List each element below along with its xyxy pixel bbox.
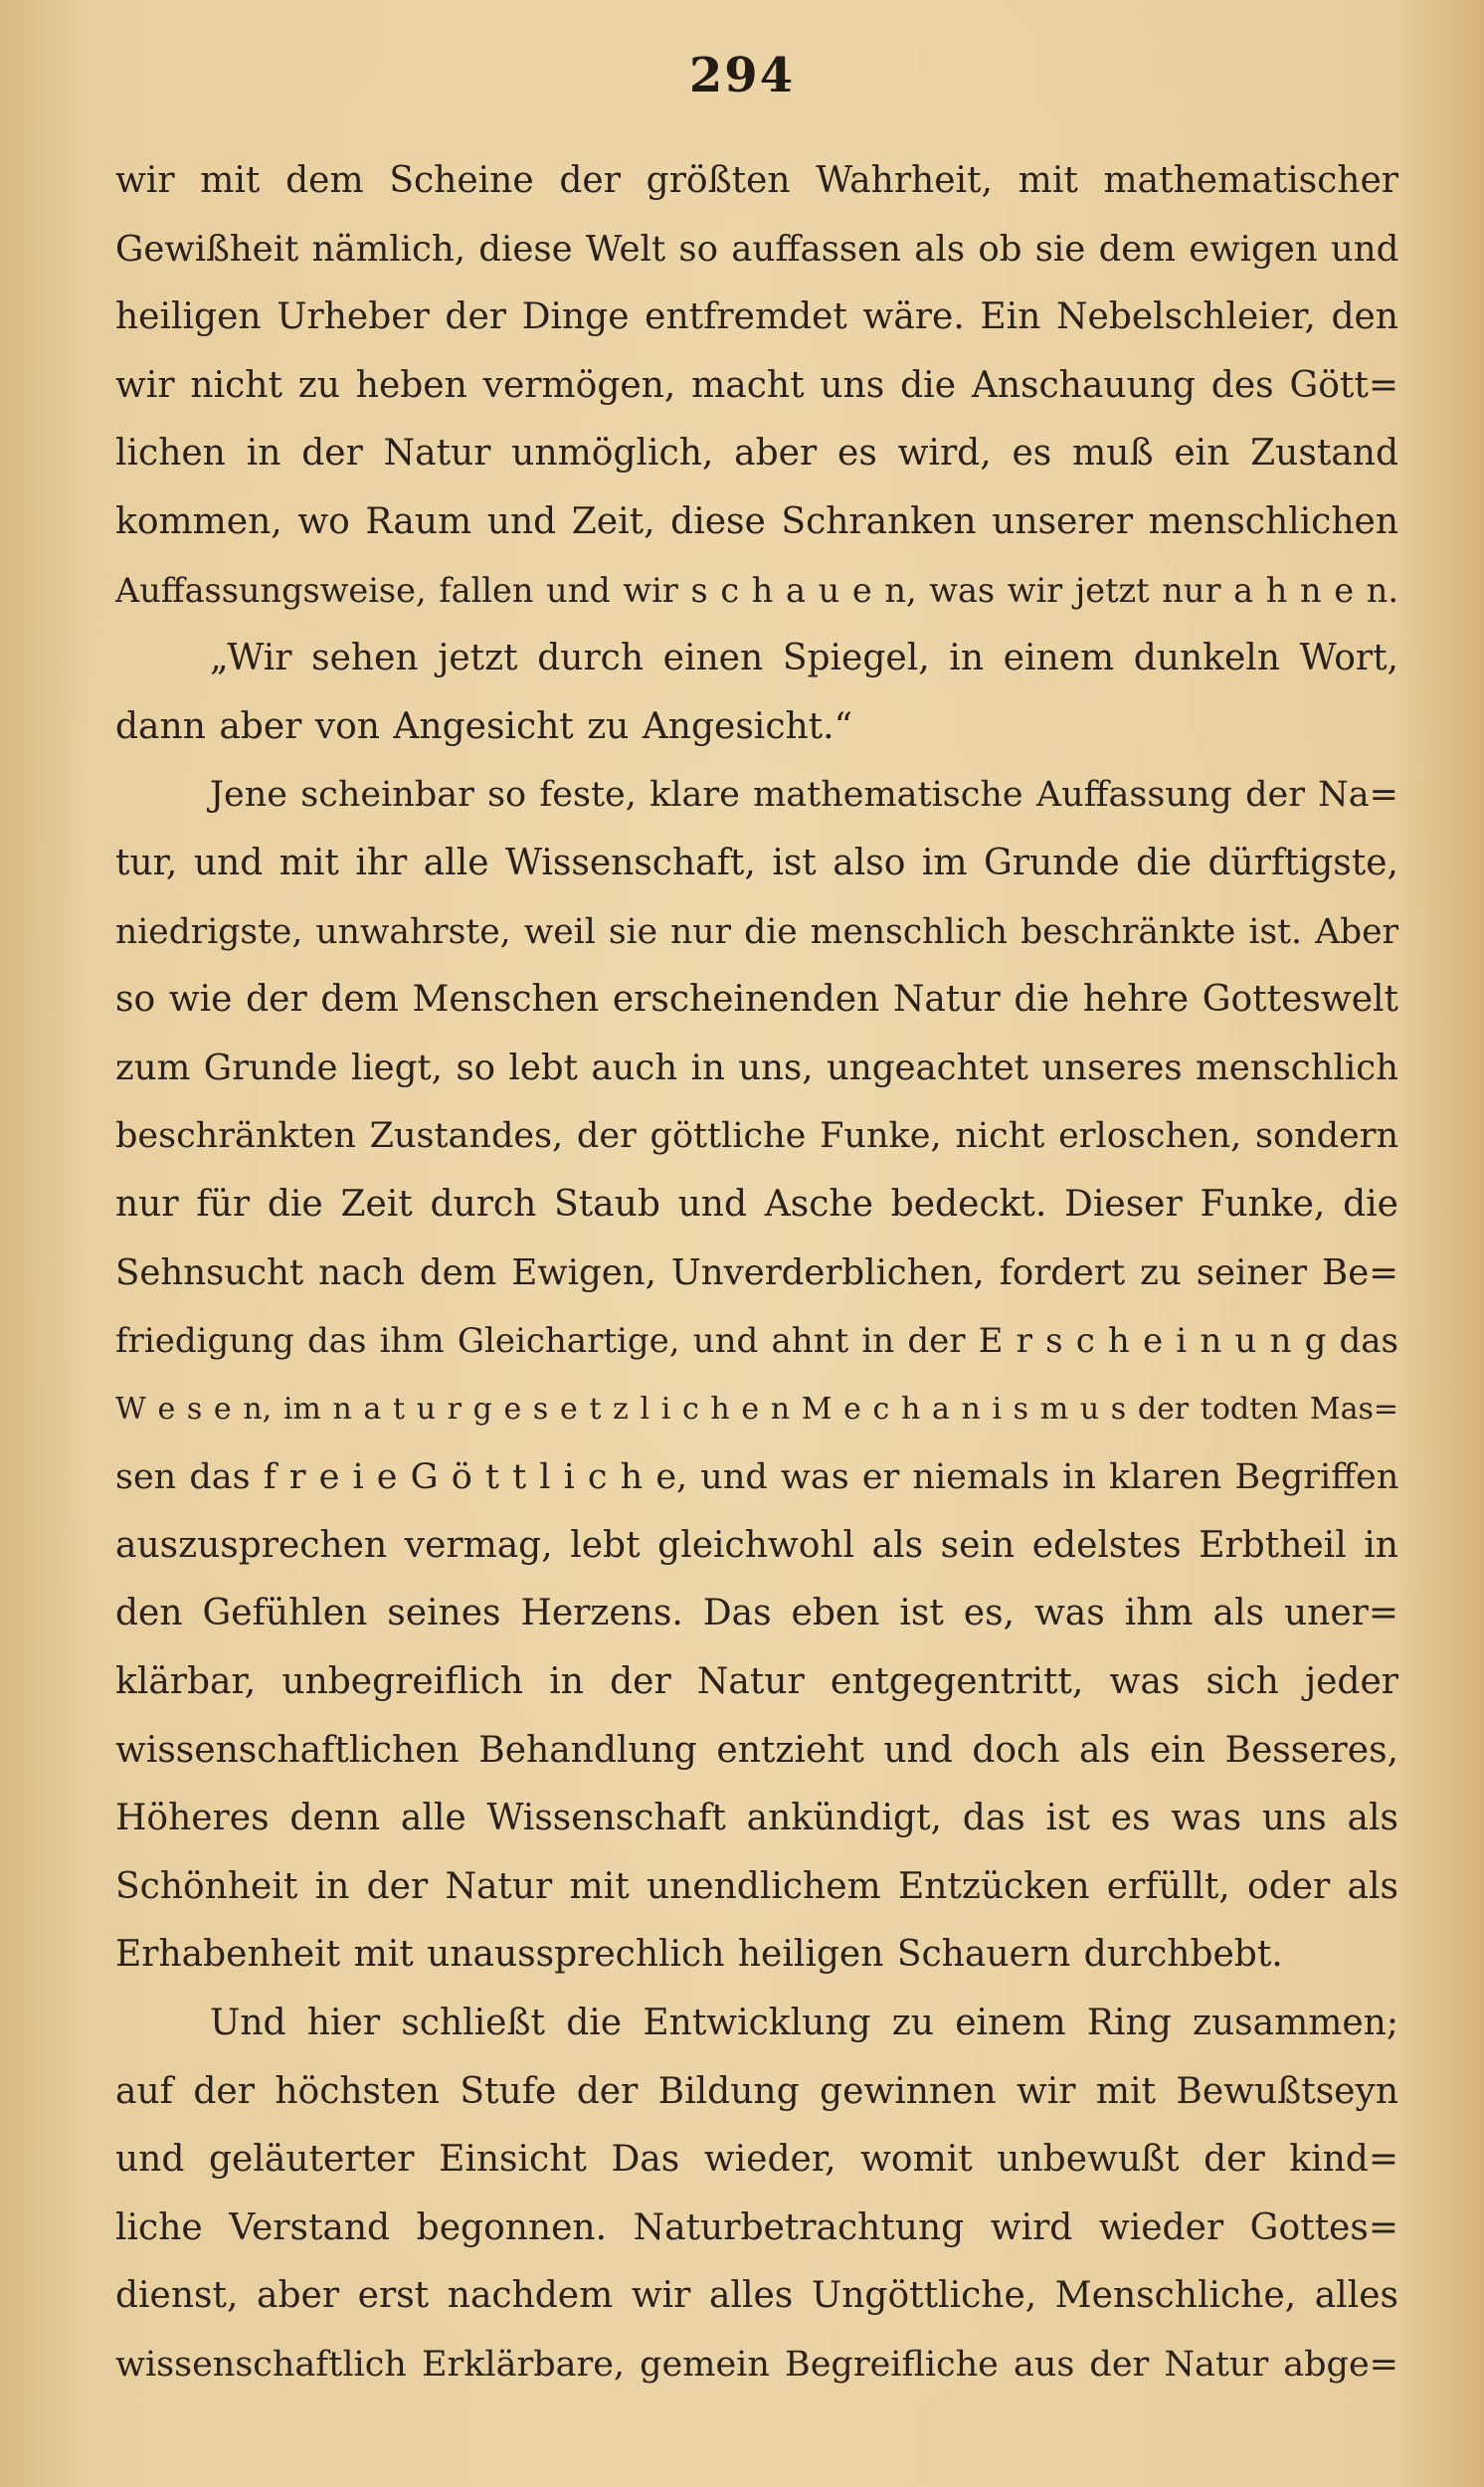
text-line: zum Grunde liegt, so lebt auch in uns, ungeachtet unseres menschlich [115,1047,1398,1088]
text-line: auszusprechen vermag, lebt gleichwohl als sein edelstes Erbtheil in [115,1524,1398,1566]
text-line: heiligen Urheber der Dinge entfremdet wäre. Ein Nebelschleier, den [115,296,1398,338]
text-line: dann aber von Angesicht zu Angesicht.“ [115,705,852,747]
body-text [115,147,1398,2399]
text-line: friedigung das ihm Gleichartige, und ahnt in der E r s c h e i n u n g das [115,1321,1398,1362]
text-line: Und hier schließt die Entwicklung zu einem Ring zusammen; [210,2003,1398,2044]
text-line: den Gefühlen seines Herzens. Das eben ist es, was ihm als uner= [115,1593,1398,1634]
text-line: „Wir sehen jetzt durch einen Spiegel, in einem dunkeln Wort, [210,638,1398,679]
text-line: Sehnsucht nach dem Ewigen, Unverderblichen, fordert zu seiner Be= [115,1251,1398,1293]
text-line: Gewißheit nämlich, diese Welt so auffassen als ob sie dem ewigen und [115,228,1399,270]
text-line: wissenschaftlich Erklärbare, gemein Begreifliche aus der Natur abge= [115,2345,1398,2385]
text-line: wissenschaftlichen Behandlung entzieht und doch als ein Besseres, [115,1729,1398,1771]
text-line: W e s e n, im n a t u r g e s e t z l i c h e n M e c h a n i s m u s der todten Mas= [115,1391,1398,1427]
text-line: Erhabenheit mit unaussprechlich heiligen Schauern durchbebt. [115,1934,1283,1976]
text-line: kommen, wo Raum und Zeit, diese Schranken unserer menschlichen [115,500,1398,542]
text-line: auf der höchsten Stufe der Bildung gewinnen wir mit Bewußtseyn [115,2070,1398,2112]
text-line: Höheres denn alle Wissenschaft ankündigt, das ist es was uns als [115,1798,1398,1839]
text-line: Schönheit in der Natur mit unendlichem Entzücken erfüllt, oder als [115,1865,1398,1907]
text-line: klärbar, unbegreiflich in der Natur entgegentritt, was sich jeder [115,1661,1398,1703]
text-line: beschränkten Zustandes, der göttliche Funke, nicht erloschen, sondern [115,1116,1398,1157]
text-line: Auffassungsweise, fallen und wir s c h a u e n, was wir jetzt nur a h n e n. [115,570,1398,610]
text-line: nur für die Zeit durch Staub und Asche bedeckt. Dieser Funke, die [115,1183,1398,1225]
text-line: wir mit dem Scheine der größten Wahrheit, mit mathematischer [115,160,1398,201]
text-line: lichen in der Natur unmöglich, aber es wird, es muß ein Zustand [115,433,1398,475]
text-line: liche Verstand begonnen. Naturbetrachtung wird wieder Gottes= [115,2206,1398,2248]
text-line: so wie der dem Menschen erscheinenden Natur die hehre Gotteswelt [115,979,1398,1021]
text-line: sen das f r e i e G ö t t l i c h e, und was er niemals in klaren Begriffen [115,1457,1399,1498]
text-line: tur, und mit ihr alle Wissenschaft, ist also im Grunde die dürftigste, [115,842,1398,883]
page-number: 294 [688,48,796,103]
text-line: Jene scheinbar so feste, klare mathematische Auffassung der Na= [210,775,1398,816]
text-line: dienst, aber erst nachdem wir alles Ungöttliche, Menschliche, alles [115,2275,1398,2317]
text-line: niedrigste, unwahrste, weil sie nur die menschlich beschränkte ist. Aber [115,911,1398,952]
text-line: wir nicht zu heben vermögen, macht uns die Anschauung des Gött= [115,364,1398,406]
text-line: und geläuterter Einsicht Das wieder, womit unbewußt der kind= [115,2139,1398,2181]
